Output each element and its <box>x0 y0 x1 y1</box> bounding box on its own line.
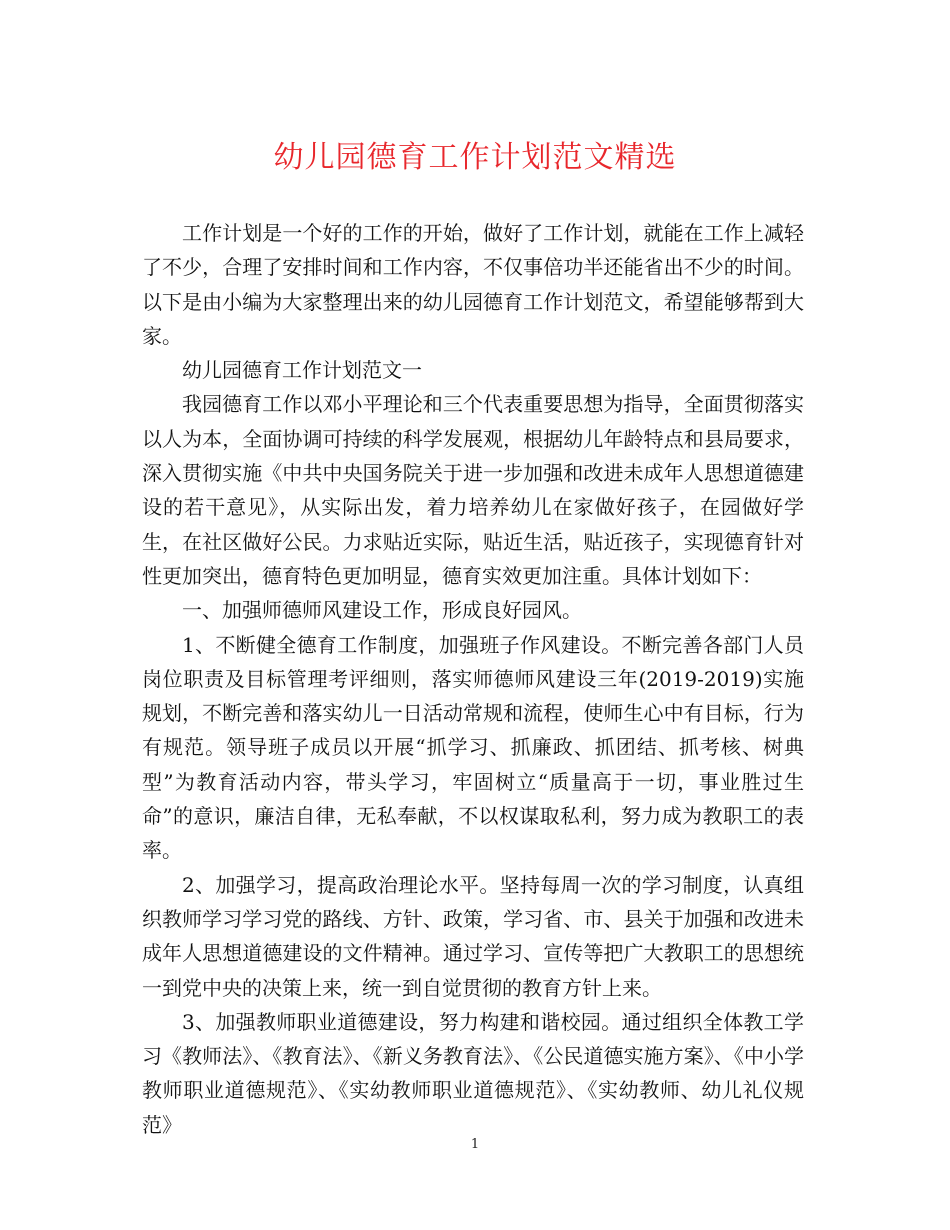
page-number: 1 <box>470 1137 480 1152</box>
paragraph-intro: 工作计划是一个好的工作的开始，做好了工作计划，就能在工作上减轻了不少，合理了安排时间和工作内容，不仅事倍功半还能省出不少的时间。以下是由小编为大家整理出来的幼儿园德育工作计划范文，希望能够帮到大家。 <box>142 221 804 348</box>
section-heading: 幼儿园德育工作计划范文一 <box>182 358 422 383</box>
document-title: 幼儿园德育工作计划范文精选 <box>273 140 677 175</box>
subsection-heading: 一、加强师德师风建设工作，形成良好园风。 <box>182 598 582 623</box>
paragraph-item-3: 3、加强教师职业道德建设，努力构建和谐校园。通过组织全体教工学习《教师法》、《教育法》、《新义务教育法》、《公民道德实施方案》、《中小学教师职业道德规范》、《实幼教师职业道德规范》、《实幼教师、幼儿礼仪规范》 <box>142 1009 804 1137</box>
paragraph-item-2: 2、加强学习，提高政治理论水平。坚持每周一次的学习制度，认真组织教师学习学习党的路线、方针、政策，学习省、市、县关于加强和改进未成年人思想道德建设的文件精神。通过学习、宣传等把广大教职工的思想统一到党中央的决策上来，统一到自觉贯彻的教育方针上来。 <box>142 872 804 1000</box>
document-body <box>142 216 804 1142</box>
paragraph-overview: 我园德育工作以邓小平理论和三个代表重要思想为指导，全面贯彻落实以人为本，全面协调可持续的科学发展观，根据幼儿年龄特点和县局要求，深入贯彻实施《中共中央国务院关于进一步加强和改进未成年人思想道德建设的若干意见》，从实际出发，着力培养幼儿在家做好孩子，在园做好学生，在社区做好公民。力求贴近实际，贴近生活，贴近孩子，实现德育针对性更加突出，德育特色更加明显，德育实效更加注重。具体计划如下： <box>142 392 804 588</box>
paragraph-item-1: 1、不断健全德育工作制度，加强班子作风建设。不断完善各部门人员岗位职责及目标管理考评细则，落实师德师风建设三年(2019-2019)实施规划，不断完善和落实幼儿一日活动常规和流程，使师生心中有目标，行为有规范。领导班子成员以开展“抓学习、抓廉政、抓团结、抓考核、树典型”为教育活动内容，带头学习，牢固树立“质量高于一切，事业胜过生命”的意识，廉洁自律，无私奉献，不以权谋取私利，努力成为教职工的表率。 <box>142 632 804 863</box>
